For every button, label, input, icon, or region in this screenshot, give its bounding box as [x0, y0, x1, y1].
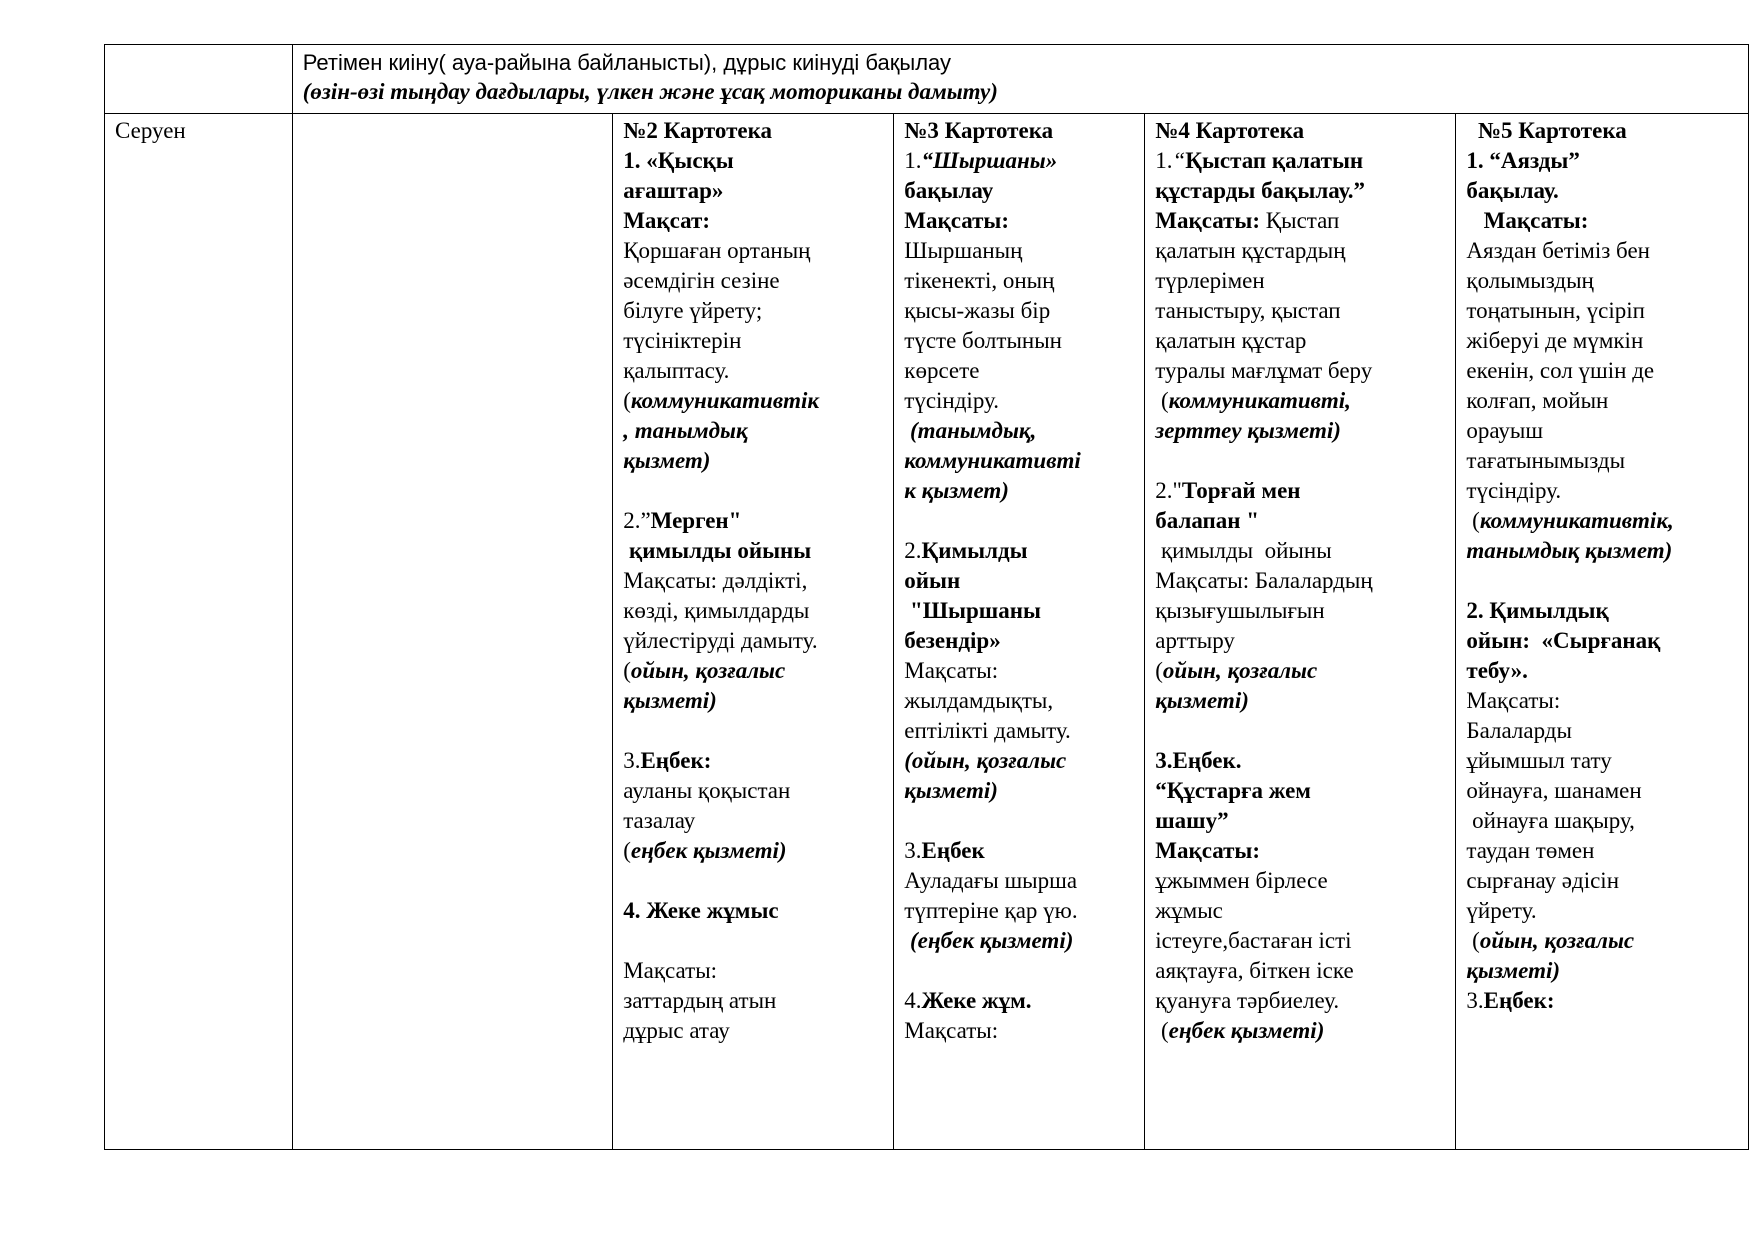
card-text: 2. [904, 538, 922, 563]
card-line [623, 266, 893, 296]
card-line [1466, 776, 1748, 806]
card-text: қимылды ойыны [1155, 538, 1332, 563]
card-line [1155, 476, 1455, 506]
card-line [1155, 806, 1455, 836]
card-line [904, 896, 1144, 926]
card-line [1466, 386, 1748, 416]
card-text: коммуникативтік [630, 388, 820, 413]
card-text: 3. [904, 838, 922, 863]
card-text: Жеке жұм. [921, 988, 1032, 1013]
walk-card-3-cell [894, 114, 1145, 1150]
card-line [623, 746, 893, 776]
card-line [623, 146, 893, 176]
card-text: білуге үйрету; [623, 298, 763, 323]
card-line [1155, 356, 1455, 386]
card-text: ойын [904, 568, 961, 593]
card-text: зерттеу қызметі) [1155, 418, 1341, 443]
card-line [623, 776, 893, 806]
card-text: ( [1155, 1018, 1169, 1043]
card-text: ойын, қозғалыс [1162, 658, 1318, 683]
card-line [1466, 656, 1748, 686]
card-line [904, 1016, 1144, 1046]
dressing-row [105, 45, 1749, 114]
card-text: түрлерімен [1155, 268, 1265, 293]
card-text: Мақсаты: Балалардың [1155, 568, 1373, 593]
card-text: 4. Жеке жұмыс [623, 898, 779, 923]
card-text: түсіндіру. [904, 388, 999, 413]
card-line [1155, 176, 1455, 206]
card-text: “Шыршаны» [921, 148, 1058, 173]
card-line [904, 266, 1144, 296]
card-line [904, 866, 1144, 896]
card-text: (еңбек қызметі) [904, 928, 1074, 953]
card-text: Торғай мен [1181, 478, 1301, 503]
card-text: Қимылды [921, 538, 1028, 563]
card-text: ойын, қозғалыс [1479, 928, 1635, 953]
card-line [623, 896, 893, 926]
card-line [904, 446, 1144, 476]
card-text: (танымдық, [904, 418, 1037, 443]
card-line [1155, 656, 1455, 686]
card-line [1466, 806, 1748, 836]
card-text: ойын: «Сырғанақ [1466, 628, 1661, 653]
card-text: колғап, мойын [1466, 388, 1609, 413]
card-line [1155, 956, 1455, 986]
dressing-label-cell [105, 45, 293, 114]
card-line [1466, 326, 1748, 356]
card-line [623, 206, 893, 236]
card-text: қалатын құстар [1155, 328, 1307, 353]
card-text: түсте болтынын [904, 328, 1062, 353]
card-line [623, 596, 893, 626]
card-line [623, 986, 893, 1016]
card-text: түптеріне қар үю. [904, 898, 1078, 923]
card-text: "Шыршаны [904, 598, 1041, 623]
card-text: 2.” [623, 508, 651, 533]
card-line [623, 386, 893, 416]
card-text: Мерген" [650, 508, 742, 533]
card-text: ( [1466, 508, 1480, 533]
card-line [1466, 896, 1748, 926]
card-text: №5 Картотека [1466, 118, 1627, 143]
card-text: Еңбек: [1483, 988, 1555, 1013]
card-text: 1. “Аязды” [1466, 148, 1580, 173]
card-text: “ [1172, 148, 1186, 173]
card-line [904, 176, 1144, 206]
card-text: дұрыс атау [623, 1018, 730, 1043]
card-text: , танымдық [623, 418, 748, 443]
card-line [623, 656, 893, 686]
card-line [1155, 146, 1455, 176]
card-line [904, 806, 1144, 836]
card-text: танымдық қызмет) [1466, 538, 1673, 563]
card-text: қалатын құстардың [1155, 238, 1346, 263]
card-line [1155, 116, 1455, 146]
walk-card-2-cell [613, 114, 894, 1150]
card-line [1466, 866, 1748, 896]
plan-table [104, 44, 1749, 1150]
card-line [904, 956, 1144, 986]
card-text: Мақсаты: [1466, 208, 1589, 233]
card-text: к қызмет) [904, 478, 1009, 503]
card-text: Балаларды [1466, 718, 1572, 743]
card-line [1155, 836, 1455, 866]
card-line [623, 506, 893, 536]
walk-row [105, 114, 1749, 1150]
card-text: үйрету. [1466, 898, 1537, 923]
card-text: безендір» [904, 628, 1001, 653]
card-text: түсіндіру. [1466, 478, 1562, 503]
card-line [1466, 416, 1748, 446]
card-line [1466, 956, 1748, 986]
card-text: (ойын, қозғалыс [904, 748, 1067, 773]
card-line [904, 206, 1144, 236]
card-line [623, 536, 893, 566]
card-text: ( [1155, 658, 1163, 683]
card-line [623, 356, 893, 386]
card-line [904, 626, 1144, 656]
card-line [1466, 236, 1748, 266]
card-text: көзді, қимылдарды [623, 598, 810, 623]
card-text: қалыптасу. [623, 358, 730, 383]
dressing-text: Ретімен киіну( ауа-райына байланысты), дұрыс киінуді бақылау [302, 50, 952, 75]
card-line [1466, 926, 1748, 956]
card-text: ұйымшыл тату [1466, 748, 1612, 773]
card-line [904, 596, 1144, 626]
card-line [904, 386, 1144, 416]
card-line [623, 806, 893, 836]
card-text: Мақсаты: дәлдікті, [623, 568, 808, 593]
card-line [1466, 746, 1748, 776]
card-line [1155, 446, 1455, 476]
card-text: 2." [1155, 478, 1182, 503]
card-line [1155, 536, 1455, 566]
card-line [623, 296, 893, 326]
card-text: туралы мағлұмат беру [1155, 358, 1373, 383]
card-line [623, 176, 893, 206]
card-text: әсемдігін сезіне [623, 268, 780, 293]
card-text: Мақсаты: [1466, 688, 1561, 713]
card-text: жіберуі де мүмкін [1466, 328, 1644, 353]
card-line [623, 626, 893, 656]
card-line [904, 566, 1144, 596]
card-text: құстарды бақылау.” [1155, 178, 1366, 203]
card-text: таудан төмен [1466, 838, 1595, 863]
card-text: көрсете [904, 358, 980, 383]
card-text: 1. [1155, 148, 1173, 173]
card-text: ( [623, 658, 631, 683]
card-text: жұмыс [1155, 898, 1223, 923]
card-line [623, 236, 893, 266]
card-line [623, 1016, 893, 1046]
card-text: үйлестіруді дамыту. [623, 628, 818, 653]
card-text: қолымыздың [1466, 268, 1594, 293]
card-text: тікенекті, оның [904, 268, 1055, 293]
card-text: Мақсаты: [904, 1018, 999, 1043]
card-text: түсініктерін [623, 328, 742, 353]
card-line [1155, 896, 1455, 926]
card-text: “Құстарға жем [1155, 778, 1311, 803]
card-text: қызметі) [904, 778, 998, 803]
card-line [1466, 506, 1748, 536]
card-text: Қыстап [1260, 208, 1340, 233]
card-line [904, 296, 1144, 326]
card-text: тазалау [623, 808, 696, 833]
card-line [904, 506, 1144, 536]
card-text: Аяздан бетіміз бен [1466, 238, 1650, 263]
card-line [1155, 416, 1455, 446]
card-text: еңбек қызметі) [1168, 1018, 1325, 1043]
card-text: 3. [623, 748, 641, 773]
card-line [1466, 836, 1748, 866]
card-line [904, 146, 1144, 176]
card-text: Қыстап қалатын [1185, 148, 1364, 173]
card-text: Мақсаты: [1155, 208, 1261, 233]
card-line [623, 866, 893, 896]
card-line [1155, 746, 1455, 776]
card-line [1155, 566, 1455, 596]
card-line [1466, 986, 1748, 1016]
card-line [1155, 296, 1455, 326]
card-text: қызметі) [1155, 688, 1249, 713]
card-text: Мақсаты: [623, 958, 718, 983]
card-line [1155, 626, 1455, 656]
card-line [1466, 686, 1748, 716]
card-text: Мақсат: [623, 208, 711, 233]
card-text: ойнауға шақыру, [1466, 808, 1635, 833]
card-text: ойнауға, шанамен [1466, 778, 1642, 803]
card-text: №2 Картотека [623, 118, 773, 143]
card-text: коммуникативті [904, 448, 1081, 473]
card-line [1155, 266, 1455, 296]
card-line [1155, 866, 1455, 896]
card-text: балапан " [1155, 508, 1260, 533]
card-line [1466, 476, 1748, 506]
card-text: аяқтауға, біткен іске [1155, 958, 1354, 983]
dressing-content-cell [292, 45, 1748, 114]
card-line [1155, 386, 1455, 416]
card-text: қызметі) [1466, 958, 1561, 983]
card-line [623, 836, 893, 866]
card-text: 3.Еңбек. [1155, 748, 1242, 773]
card-text: ауланы қоқыстан [623, 778, 791, 803]
card-line [623, 686, 893, 716]
card-line [1466, 176, 1748, 206]
card-line [623, 116, 893, 146]
card-text: еңбек қызметі) [630, 838, 787, 863]
card-text: коммуникативті, [1168, 388, 1351, 413]
card-text: таныстыру, қыстап [1155, 298, 1341, 323]
card-text: ептілікті дамыту. [904, 718, 1071, 743]
card-text: қысы-жазы бір [904, 298, 1051, 323]
walk-card-4-cell [1145, 114, 1456, 1150]
card-line [1155, 1016, 1455, 1046]
card-line [1466, 536, 1748, 566]
card-text: тебу». [1466, 658, 1528, 683]
card-line [623, 446, 893, 476]
card-text: бақылау [904, 178, 994, 203]
card-text: Мақсаты: [1155, 838, 1261, 863]
card-text: Шыршаның [904, 238, 1023, 263]
card-text: Еңбек: [640, 748, 712, 773]
card-line [1155, 236, 1455, 266]
card-line [904, 116, 1144, 146]
card-line [1155, 776, 1455, 806]
card-text: 1. [904, 148, 922, 173]
card-line [1155, 206, 1455, 236]
card-line [1466, 146, 1748, 176]
card-line [1466, 116, 1748, 146]
card-line [1155, 986, 1455, 1016]
card-line [1155, 506, 1455, 536]
card-line [623, 566, 893, 596]
card-text: сырғанау әдісін [1466, 868, 1620, 893]
card-text: Мақсаты: [904, 208, 1010, 233]
card-line [904, 476, 1144, 506]
walk-label: Серуен [115, 118, 186, 143]
card-text: коммуникативтік, [1479, 508, 1674, 533]
card-line [1155, 926, 1455, 956]
card-text: заттардың атын [623, 988, 777, 1013]
card-text: тағатынымызды [1466, 448, 1626, 473]
card-line [1466, 596, 1748, 626]
walk-empty-cell [292, 114, 612, 1150]
card-text: қызығушылығын [1155, 598, 1325, 623]
card-text: ойын, қозғалыс [630, 658, 786, 683]
card-line [904, 746, 1144, 776]
card-line [1466, 206, 1748, 236]
card-line [623, 956, 893, 986]
card-text: арттыру [1155, 628, 1235, 653]
card-line [904, 926, 1144, 956]
card-line [904, 716, 1144, 746]
card-line [904, 236, 1144, 266]
card-line [904, 656, 1144, 686]
card-line [904, 536, 1144, 566]
card-text: №3 Картотека [904, 118, 1054, 143]
card-line [904, 686, 1144, 716]
card-text: 2. Қимылдық [1466, 598, 1609, 623]
card-text: Мақсаты: [904, 658, 999, 683]
dressing-goal: (өзін-өзі тыңдау дағдылары, үлкен және ұсақ моториканы дамыту) [302, 79, 998, 104]
card-line [623, 416, 893, 446]
card-line [623, 926, 893, 956]
card-text: істеуге,бастаған істі [1155, 928, 1352, 953]
walk-label-cell [105, 114, 293, 1150]
card-text: қимылды ойыны [623, 538, 812, 563]
card-text: 4. [904, 988, 922, 1013]
card-text: қызмет) [623, 448, 711, 473]
card-line [904, 986, 1144, 1016]
card-text: ( [623, 838, 631, 863]
walk-card-5-cell [1456, 114, 1749, 1150]
card-line [1155, 686, 1455, 716]
card-line [1466, 296, 1748, 326]
card-line [1466, 266, 1748, 296]
card-text: №4 Картотека [1155, 118, 1305, 143]
card-line [904, 416, 1144, 446]
card-line [1466, 356, 1748, 386]
card-text: орауыш [1466, 418, 1544, 443]
card-text: ( [1466, 928, 1480, 953]
card-line [623, 326, 893, 356]
card-text: ( [1155, 388, 1169, 413]
card-text: екенін, сол үшін де [1466, 358, 1655, 383]
card-text: қуануға тәрбиелеу. [1155, 988, 1340, 1013]
card-text: 1. «Қысқы [623, 148, 734, 173]
card-text: Ауладағы шырша [904, 868, 1078, 893]
card-line [904, 356, 1144, 386]
card-text: ( [623, 388, 631, 413]
card-line [1466, 716, 1748, 746]
card-text: бақылау. [1466, 178, 1559, 203]
card-line [904, 776, 1144, 806]
card-text: Еңбек [921, 838, 985, 863]
card-text: 3. [1466, 988, 1484, 1013]
card-line [623, 476, 893, 506]
card-line [904, 836, 1144, 866]
card-line [1466, 626, 1748, 656]
card-text: ұжыммен бірлесе [1155, 868, 1328, 893]
card-text: қызметі) [623, 688, 717, 713]
card-text: шашу” [1155, 808, 1229, 833]
card-text: жылдамдықты, [904, 688, 1054, 713]
card-line [904, 326, 1144, 356]
card-text: тоңатынын, үсіріп [1466, 298, 1645, 323]
card-text: Қоршаған ортаның [623, 238, 811, 263]
card-line [1466, 446, 1748, 476]
card-line [1466, 566, 1748, 596]
card-line [1155, 326, 1455, 356]
card-line [1155, 596, 1455, 626]
card-line [623, 716, 893, 746]
card-line [1155, 716, 1455, 746]
card-text: ағаштар» [623, 178, 724, 203]
